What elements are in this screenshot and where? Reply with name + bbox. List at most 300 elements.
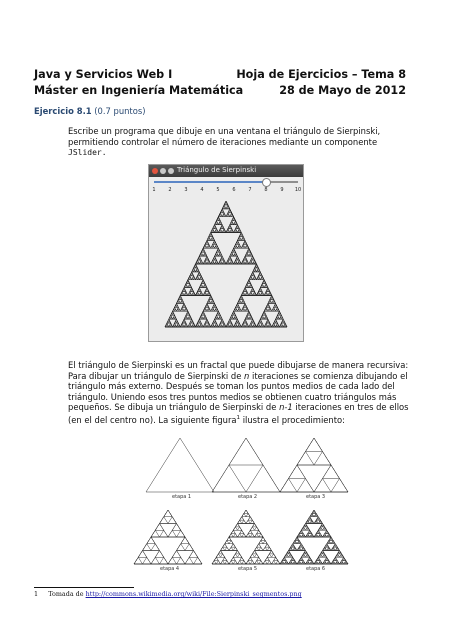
sierpinski-triangle [185, 315, 187, 317]
sierpinski-triangle [251, 262, 253, 264]
sierpinski-triangle [277, 309, 279, 311]
sierpinski-triangle [280, 323, 282, 325]
sierpinski-triangle [233, 217, 235, 219]
sierpinski-triangle [188, 278, 190, 280]
sierpinski-triangle [240, 557, 244, 560]
sierpinski-triangle [306, 535, 308, 537]
sierpinski-triangle [298, 547, 300, 549]
sierpinski-triangle [266, 309, 268, 311]
sierpinski-triangle [207, 309, 209, 311]
slider-tick-label: 9 [280, 187, 284, 193]
sierpinski-triangle [208, 323, 210, 325]
sierpinski-triangle [184, 294, 186, 296]
sierpinski-triangle [328, 547, 330, 549]
sierpinski-triangle [173, 309, 175, 311]
sierpinski-triangle [317, 530, 319, 532]
sierpinski-triangle [215, 262, 217, 264]
sierpinski-triangle [239, 297, 241, 299]
sierpinski-triangle [284, 562, 286, 564]
sierpinski-triangle [218, 219, 220, 221]
exercise-title: Ejercicio 8.1 [34, 106, 92, 116]
sierpinski-triangle [216, 262, 218, 264]
sierpinski-triangle [241, 325, 243, 327]
sierpinski-triangle [301, 559, 303, 561]
sierpinski-triangle [235, 260, 237, 262]
sierpinski-triangle [184, 286, 186, 288]
sierpinski-triangle [303, 549, 305, 551]
sierpinski-triangle [216, 325, 218, 327]
sierpinski-triangle [223, 323, 225, 325]
sierpinski-triangle [206, 288, 208, 290]
sierpinski-triangle [238, 299, 240, 301]
sierpinski-triangle [220, 317, 222, 319]
sierpinski-triangle [335, 545, 337, 547]
sierpinski-triangle [306, 438, 323, 452]
sierpinski-triangle [274, 305, 276, 307]
sierpinski-triangle [216, 260, 218, 262]
sierpinski-triangle [238, 561, 242, 564]
sierpinski-triangle [237, 262, 239, 264]
sierpinski-triangle [217, 217, 219, 219]
sierpinski-triangle [268, 309, 270, 311]
sierpinski-triangle [218, 317, 220, 319]
sierpinski-triangle [241, 238, 243, 240]
sierpinski-triangle [326, 544, 328, 546]
sierpinski-triangle [230, 254, 232, 256]
sierpinski-triangle [201, 282, 203, 284]
sierpinski-triangle [222, 231, 224, 233]
sierpinski-triangle [185, 557, 194, 564]
sierpinski-triangle [188, 325, 190, 327]
sierpinski-triangle [248, 517, 252, 520]
sierpinski-triangle [341, 561, 343, 563]
sierpinski-triangle [242, 323, 244, 325]
sierpinski-triangle [332, 547, 334, 549]
sierpinski-triangle [285, 561, 287, 563]
sierpinski-triangle [209, 309, 211, 311]
sierpinski-triangle [302, 527, 304, 529]
sierpinski-triangle [303, 529, 305, 531]
sierpinski-triangle [274, 325, 276, 327]
sierpinski-triangle [211, 234, 213, 236]
sierpinski-triangle [323, 525, 325, 527]
sierpinski-triangle [221, 256, 223, 258]
sierpinski-triangle [279, 317, 281, 319]
sierpinski-window [148, 164, 304, 342]
sierpinski-triangle [307, 527, 309, 529]
sierpinski-triangle [228, 262, 230, 264]
sierpinski-triangle [211, 297, 213, 299]
statement-text: Escribe un programa que dibuje en una ventana el triángulo de Sierpinski, permitiendo controlar el número de iteraciones mediante un componente [68, 126, 381, 147]
sierpinski-triangle [303, 556, 305, 558]
sierpinski-triangle [169, 317, 171, 319]
sierpinski-triangle [307, 520, 309, 522]
sierpinski-triangle [203, 254, 205, 256]
sierpinski-triangle [250, 292, 252, 294]
sierpinski-triangle [328, 534, 330, 536]
sierpinski-triangle [220, 223, 222, 225]
sierpinski-triangle [213, 309, 215, 311]
sierpinski-triangle [269, 299, 271, 301]
sierpinski-triangle [258, 290, 260, 292]
sierpinski-triangle [329, 562, 331, 564]
sierpinski-triangle [255, 270, 257, 272]
sierpinski-triangle [232, 317, 234, 319]
sierpinski-triangle [237, 238, 239, 240]
sierpinski-triangle [253, 278, 255, 280]
sierpinski-triangle [280, 315, 282, 317]
sierpinski-triangle [231, 252, 233, 254]
sierpinski-triangle [268, 321, 270, 323]
sierpinski-triangle [203, 262, 205, 264]
sierpinski-triangle [246, 561, 250, 564]
sierpinski-triangle [242, 299, 244, 301]
sierpinski-triangle [300, 544, 302, 546]
sierpinski-triangle [199, 254, 201, 256]
sierpinski-triangle [227, 323, 229, 325]
sierpinski-triangle [185, 323, 187, 325]
sierpinski-triangle [200, 260, 202, 262]
sierpinski-triangle [270, 294, 272, 296]
sierpinski-triangle [186, 313, 188, 315]
sierpinski-triangle [169, 325, 171, 327]
sierpinski-triangle [332, 561, 334, 563]
sierpinski-triangle [231, 530, 235, 533]
sierpinski-triangle [289, 465, 306, 479]
sierpinski-triangle [260, 290, 262, 292]
sierpinski-triangle [281, 321, 283, 323]
sierpinski-triangle [257, 268, 259, 270]
sierpinski-triangle [227, 205, 229, 207]
sierpinski-triangle [279, 313, 281, 315]
sierpinski-triangle [281, 325, 283, 327]
sierpinski-triangle [318, 522, 320, 524]
iterations-slider[interactable] [149, 177, 303, 197]
sierpinski-triangle [204, 244, 206, 246]
sierpinski-triangle [310, 562, 312, 564]
sierpinski-triangle [236, 321, 238, 323]
sierpinski-triangle [327, 532, 329, 534]
sierpinski-triangle [192, 294, 194, 296]
sierpinski-triangle [216, 223, 218, 225]
sierpinski-triangle [246, 315, 248, 317]
sierpinski-triangle [314, 515, 316, 517]
sierpinski-triangle [312, 515, 314, 517]
sierpinski-triangle [277, 325, 279, 327]
sierpinski-triangle [190, 290, 192, 292]
sierpinski-triangle [278, 311, 280, 313]
sierpinski-triangle [244, 288, 246, 290]
sierpinski-triangle [257, 278, 259, 280]
sierpinski-triangle [249, 254, 251, 256]
sierpinski-triangle [223, 260, 225, 262]
sheet-date: 28 de Mayo de 2012 [279, 84, 406, 97]
sierpinski-triangle [298, 540, 300, 542]
sierpinski-triangle [237, 246, 239, 248]
sierpinski-triangle [337, 549, 339, 551]
sierpinski-triangle [333, 542, 335, 544]
sierpinski-triangle [189, 323, 191, 325]
sierpinski-triangle [258, 274, 260, 276]
sierpinski-triangle [280, 562, 282, 564]
sierpinski-triangle [175, 305, 177, 307]
sierpinski-triangle [183, 288, 185, 290]
sierpinski-triangle [273, 323, 275, 325]
sierpinski-triangle [318, 535, 320, 537]
sierpinski-triangle [269, 551, 273, 554]
sierpinski-triangle [197, 258, 199, 260]
sierpinski-triangle [211, 238, 213, 240]
sierpinski-triangle [292, 544, 294, 546]
sierpinski-triangle [200, 276, 202, 278]
sierpinski-triangle [314, 452, 331, 466]
sierpinski-triangle [265, 315, 267, 317]
sierpinski-triangle [245, 290, 247, 292]
sierpinski-triangle [211, 246, 213, 248]
sierpinski-triangle [276, 309, 278, 311]
sierpinski-triangle [286, 562, 288, 564]
sierpinski-triangle [230, 262, 232, 264]
sierpinski-triangle [212, 561, 216, 564]
sierpinski-triangle [212, 244, 214, 246]
sierpinski-triangle [204, 315, 206, 317]
sierpinski-triangle [290, 561, 292, 563]
sierpinski-triangle [212, 465, 246, 492]
sierpinski-triangle [333, 562, 335, 564]
sierpinski-triangle [238, 236, 240, 238]
sierpinski-triangle [257, 270, 259, 272]
sierpinski-triangle [176, 321, 178, 323]
sierpinski-triangle [341, 554, 343, 556]
sierpinski-triangle [197, 278, 199, 280]
slider-tick-label: 5 [216, 187, 220, 193]
sierpinski-triangle [251, 294, 253, 296]
sierpinski-triangle [219, 260, 221, 262]
sierpinski-triangle [191, 288, 193, 290]
sierpinski-triangle [207, 258, 209, 260]
sierpinski-triangle [311, 513, 313, 515]
sierpinski-triangle [216, 315, 218, 317]
sierpinski-triangle [165, 325, 167, 327]
sierpinski-triangle [310, 532, 312, 534]
sierpinski-triangle [248, 557, 252, 560]
sierpinski-triangle [197, 270, 199, 272]
sierpinski-triangle [244, 303, 246, 305]
sierpinski-triangle [246, 465, 280, 492]
sierpinski-triangle [216, 307, 218, 309]
sierpinski-triangle [215, 254, 217, 256]
sierpinski-triangle [174, 307, 176, 309]
sierpinski-triangle [196, 278, 198, 280]
sierpinski-triangle [238, 260, 240, 262]
sierpinski-triangle [246, 307, 248, 309]
sierpinski-triangle [164, 510, 173, 517]
sierpinski-triangle [327, 549, 329, 551]
sierpinski-triangle [247, 282, 249, 284]
sierpinski-triangle [297, 479, 314, 493]
sierpinski-triangle [216, 317, 218, 319]
sierpinski-triangle [199, 286, 201, 288]
sierpinski-triangle [196, 323, 198, 325]
sierpinski-triangle [213, 246, 215, 248]
sierpinski-triangle [312, 562, 314, 564]
sierpinski-triangle [295, 539, 297, 541]
sierpinski-triangle [325, 529, 327, 531]
step-label: etapa 6 [306, 566, 326, 572]
sierpinski-triangle [243, 321, 245, 323]
sierpinski-triangle [237, 325, 239, 327]
sierpinski-triangle [184, 321, 186, 323]
sierpinski-triangle [228, 231, 230, 233]
sierpinski-triangle [214, 303, 216, 305]
sierpinski-triangle [242, 236, 244, 238]
sierpinski-triangle [329, 535, 331, 537]
sierpinski-triangle [272, 554, 276, 557]
sierpinski-triangle [262, 294, 264, 296]
sierpinski-triangle [234, 309, 236, 311]
sierpinski-triangle [327, 535, 329, 537]
sierpinski-triangle [188, 313, 190, 315]
sierpinski-triangle [289, 552, 291, 554]
sierpinski-triangle [182, 309, 184, 311]
sierpinski-triangle [193, 276, 195, 278]
sierpinski-triangle [262, 278, 264, 280]
sierpinski-triangle [242, 520, 246, 523]
sierpinski-triangle [222, 321, 224, 323]
sierpinski-triangle [284, 556, 286, 558]
sierpinski-triangle [346, 562, 348, 564]
sierpinski-triangle [299, 545, 301, 547]
sierpinski-triangle [240, 517, 244, 520]
sierpinski-triangle [260, 325, 262, 327]
sierpinski-triangle [222, 215, 224, 217]
sierpinski-triangle [277, 313, 279, 315]
slider-knob[interactable] [262, 178, 271, 187]
sierpinski-triangle [259, 534, 263, 537]
sierpinski-triangle [212, 236, 214, 238]
sierpinski-triangle [216, 554, 220, 557]
sierpinski-triangle [255, 278, 257, 280]
sierpinski-triangle [308, 522, 310, 524]
sierpinski-triangle [214, 240, 216, 242]
paragraph-segment: n-1 [279, 402, 293, 413]
sierpinski-triangle [292, 557, 294, 559]
sierpinski-triangle [216, 250, 218, 252]
sierpinski-triangle [265, 544, 269, 547]
sierpinski-triangle [326, 557, 328, 559]
sierpinski-triangle [205, 294, 207, 296]
sierpinski-triangle [236, 258, 238, 260]
sierpinski-triangle [317, 517, 319, 519]
sierpinski-triangle [143, 557, 152, 564]
sierpinski-triangle [218, 250, 220, 252]
sierpinski-triangle [264, 286, 266, 288]
sierpinski-triangle [249, 262, 251, 264]
sierpinski-triangle [323, 552, 325, 554]
slider-tick-label: 10 [294, 187, 302, 193]
slider-tick-labels [152, 187, 302, 196]
sierpinski-triangle [268, 325, 270, 327]
footnote-link[interactable]: http://commons.wikimedia.org/wiki/File:Sierpinski_segmentos.png [85, 590, 302, 598]
sierpinski-triangle [175, 321, 177, 323]
close-icon[interactable] [152, 168, 158, 174]
sierpinski-triangle [215, 305, 217, 307]
sierpinski-triangle [206, 303, 208, 305]
sierpinski-triangle [184, 305, 186, 307]
sierpinski-triangle [250, 315, 252, 317]
sierpinski-triangle [316, 532, 318, 534]
sierpinski-triangle [300, 530, 302, 532]
sierpinski-triangle [209, 246, 211, 248]
sierpinski-triangle [232, 254, 234, 256]
sierpinski-triangle [250, 534, 254, 537]
sierpinski-triangle [192, 278, 194, 280]
sierpinski-triangle [327, 559, 329, 561]
sierpinski-triangle [324, 554, 326, 556]
sierpinski-triangle [315, 520, 317, 522]
sierpinski-triangle [250, 554, 254, 557]
sierpinski-triangle [242, 244, 244, 246]
sierpinski-triangle [228, 325, 230, 327]
sierpinski-triangle [181, 307, 183, 309]
sierpinski-triangle [260, 294, 262, 296]
sierpinski-triangle [318, 556, 320, 558]
sierpinski-triangle [167, 321, 169, 323]
sierpinski-triangle [216, 313, 218, 315]
sierpinski-triangle [260, 317, 262, 319]
maximize-icon[interactable] [168, 168, 174, 174]
sierpinski-triangle [223, 557, 227, 560]
sierpinski-triangle [251, 290, 253, 292]
sierpinski-triangle [213, 242, 215, 244]
sierpinski-triangle [264, 309, 266, 311]
sierpinski-triangle [334, 557, 336, 559]
sierpinski-triangle [249, 278, 251, 280]
sierpinski-triangle [287, 551, 289, 553]
sierpinski-triangle [190, 321, 192, 323]
sierpinski-triangle [238, 534, 242, 537]
sierpinski-triangle [192, 274, 194, 276]
sierpinski-triangle [193, 292, 195, 294]
sierpinski-triangle [272, 309, 274, 311]
sierpinski-triangle [257, 292, 259, 294]
minimize-icon[interactable] [160, 168, 166, 174]
sierpinski-triangle [204, 260, 206, 262]
sierpinski-triangle [189, 292, 191, 294]
sierpinski-triangle [293, 542, 295, 544]
sierpinski-triangle [230, 227, 232, 229]
sierpinski-triangle [275, 303, 277, 305]
sierpinski-triangle [237, 301, 239, 303]
sierpinski-triangle [337, 552, 339, 554]
sierpinski-triangle [211, 325, 213, 327]
sierpinski-triangle [230, 317, 232, 319]
sierpinski-triangle [222, 325, 224, 327]
sierpinski-triangle [310, 522, 312, 524]
program-title: Máster en Ingeniería Matemática [34, 84, 244, 97]
sierpinski-triangle [178, 297, 180, 299]
sierpinski-triangle [312, 512, 314, 514]
sierpinski-triangle [303, 525, 305, 527]
sierpinski-triangle [274, 309, 276, 311]
sierpinski-triangle [248, 248, 250, 250]
sierpinski-triangle [299, 559, 301, 561]
sierpinski-triangle [218, 325, 220, 327]
sierpinski-triangle [251, 317, 253, 319]
sierpinski-triangle [248, 311, 250, 313]
sierpinski-triangle [264, 317, 266, 319]
sierpinski-triangle [298, 534, 300, 536]
